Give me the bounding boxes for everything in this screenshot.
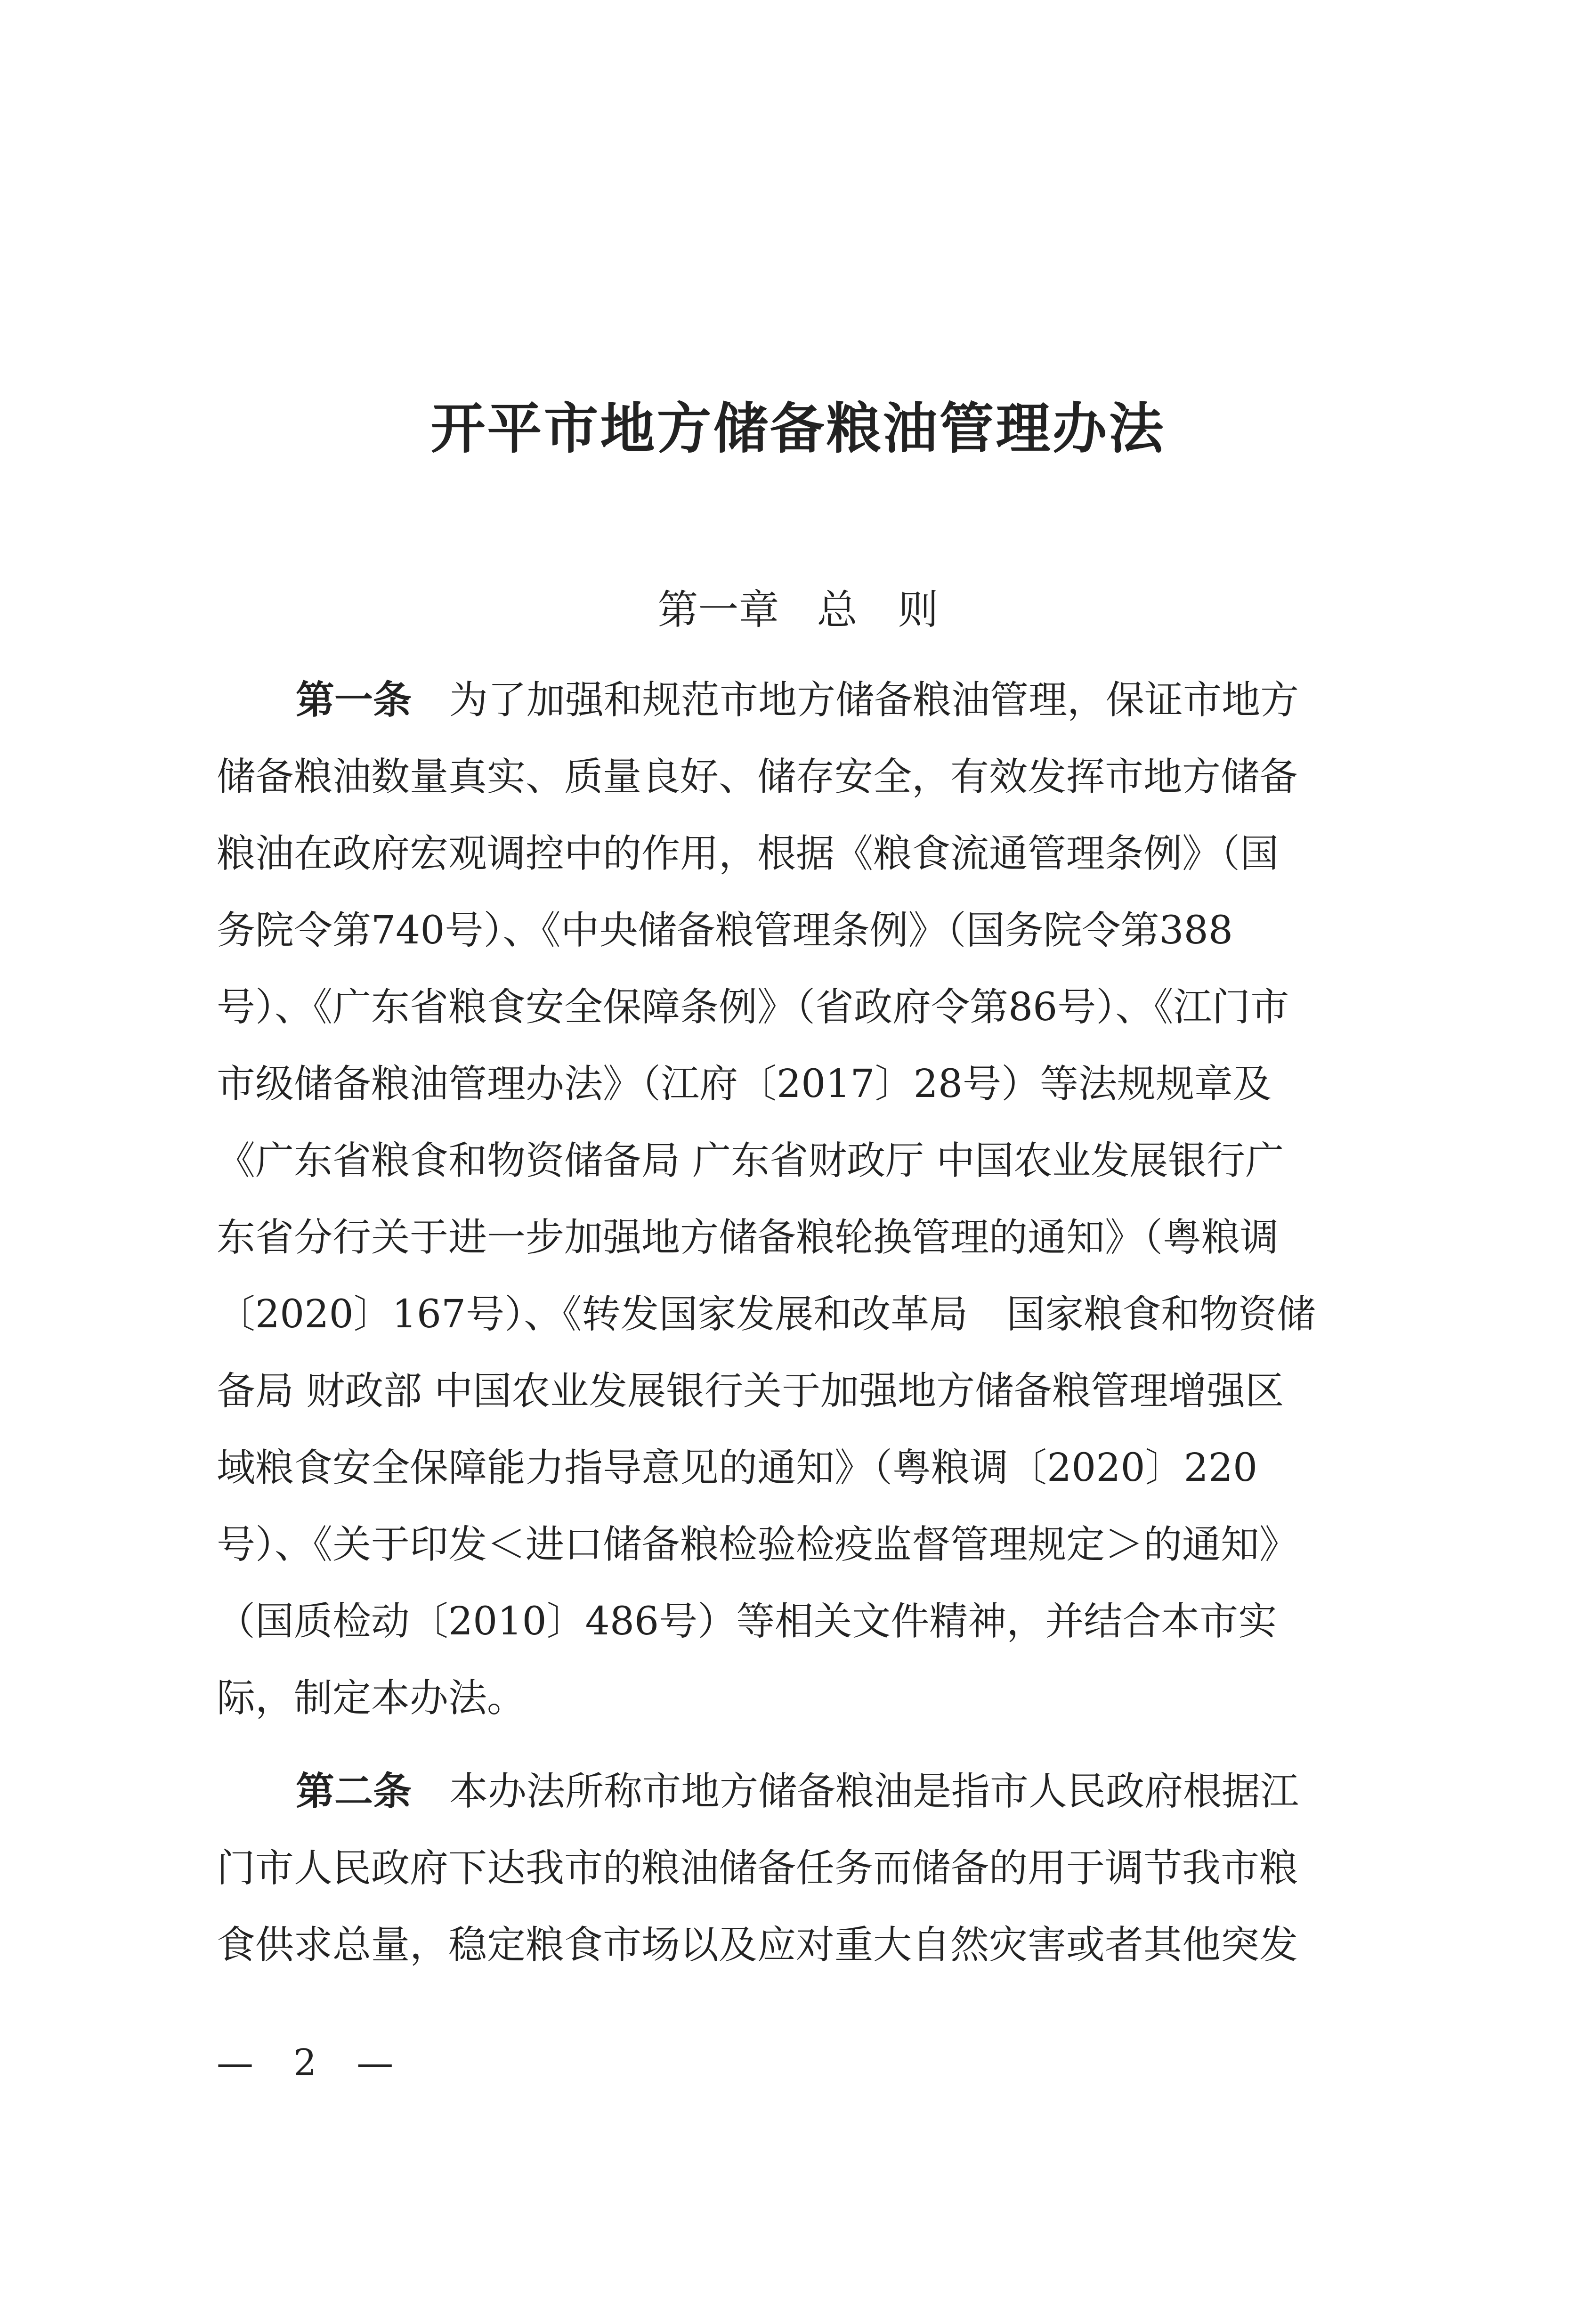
article-1-line: 《广东省粮食和物资储备局 广东省财政厅 中国农业发展银行广 [217, 1138, 1284, 1183]
article-1-line: 号）、《关于印发＜进口储备粮检验检疫监督管理规定＞的通知》 [217, 1522, 1298, 1567]
article-2-line: 门市人民政府下达我市的粮油储备任务而储备的用于调节我市粮 [217, 1846, 1298, 1891]
article-1-line: 备局 财政部 中国农业发展银行关于加强地方储备粮管理增强区 [217, 1369, 1284, 1414]
article-1-line: 域粮食安全保障能力指导意见的通知》（粤粮调〔2020〕220 [217, 1446, 1258, 1490]
article-1-line: 号）、《广东省粮食安全保障条例》（省政府令第86号）、《江门市 [217, 985, 1289, 1030]
article-1-line: 务院令第740号）、《中央储备粮管理条例》（国务院令第388 [217, 908, 1233, 953]
article-1-text: 为了加强和规范市地方储备粮油管理，保证市地方 [449, 678, 1299, 723]
article-1-line: 际，制定本办法。 [217, 1676, 526, 1721]
document-title: 开平市地方储备粮油管理办法 [430, 397, 1166, 461]
article-2-text: 本办法所称市地方储备粮油是指市人民政府根据江 [449, 1769, 1299, 1814]
chapter-name: 总 则 [817, 586, 939, 634]
article-1-line: 〔2020〕167号）、《转发国家发展和改革局 国家粮食和物资储 [217, 1292, 1316, 1337]
article-1-line [217, 662, 1380, 739]
document-body [217, 662, 1380, 1983]
article-1-heading: 第一条 [296, 678, 412, 723]
article-2-line [217, 1753, 1380, 1830]
article-1-line: 储备粮油数量真实、质量良好、储存安全，有效发挥市地方储备 [217, 755, 1298, 799]
article-2-line: 食供求总量，稳定粮食市场以及应对重大自然灾害或者其他突发 [217, 1923, 1298, 1967]
article-1-line: 粮油在政府宏观调控中的作用，根据《粮食流通管理条例》（国 [217, 831, 1279, 876]
page-number: — 2 — [217, 2042, 408, 2084]
chapter-heading [0, 584, 1596, 636]
article-2-heading: 第二条 [296, 1769, 412, 1814]
article-1-line: 市级储备粮油管理办法》（江府〔2017〕28号）等法规规章及 [217, 1062, 1272, 1106]
article-1-line: 东省分行关于进一步加强地方储备粮轮换管理的通知》（粤粮调 [217, 1215, 1279, 1260]
article-1-line: （国质检动〔2010〕486号）等相关文件精神，并结合本市实 [217, 1599, 1277, 1644]
chapter-number: 第一章 [657, 586, 779, 634]
